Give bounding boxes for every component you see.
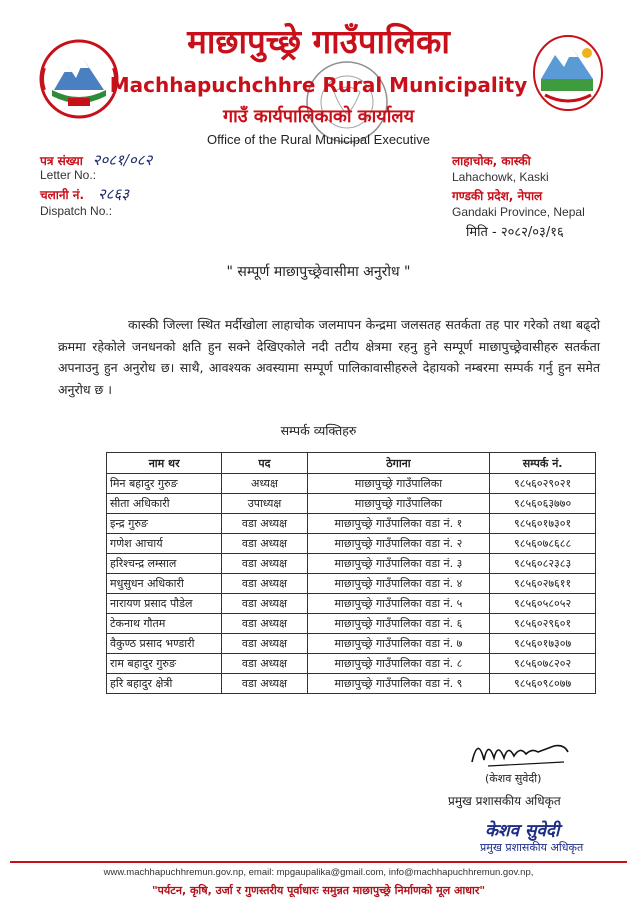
cell-name: गणेश आचार्य [107, 534, 222, 554]
office-name-np: गाउँ कार्यपालिकाको कार्यालय [222, 106, 415, 127]
signatory-title: प्रमुख प्रशासकीय अधिकृत [448, 794, 561, 808]
cell-address: माछापुच्छ्रे गाउँपालिका वडा नं. ४ [307, 574, 490, 594]
cell-address: माछापुच्छ्रे गाउँपालिका वडा नं. ८ [307, 654, 490, 674]
seal-name: केशव सुवेदी [485, 821, 560, 841]
cell-address: माछापुच्छ्रे गाउँपालिका [307, 474, 490, 494]
header-address: ठेगाना [307, 453, 490, 474]
dispatch-value: २८६३ [97, 185, 130, 203]
cell-name: हरि बहादुर क्षेत्री [107, 674, 222, 694]
municipality-name-np: माछापुच्छ्रे गाउँपालिका [187, 22, 450, 61]
cell-position: वडा अध्यक्ष [222, 654, 307, 674]
contacts-table [106, 452, 596, 694]
cell-address: माछापुच्छ्रे गाउँपालिका वडा नं. १ [307, 514, 490, 534]
dispatch-label-np: चलानी नं. [40, 188, 85, 202]
signatory-name: (केशव सुवेदी) [485, 772, 542, 785]
footer-divider [10, 861, 627, 863]
handwritten-signature-icon [468, 732, 578, 772]
cell-position: वडा अध्यक्ष [222, 594, 307, 614]
table-header-row [107, 453, 596, 474]
cell-name: वैकुण्ठ प्रसाद भण्डारी [107, 634, 222, 654]
cell-name: मधुसुधन अधिकारी [107, 574, 222, 594]
notice-body: कास्की जिल्ला स्थित मर्दीखोला लाहाचोक जलमापन केन्द्रमा जलसतह सतर्कता तह पार गरेको तथा बढ्दो क्रममा रहेकोले जनधनको क्षति हुन सक्ने देखिएकोले नदी तटीय क्षेत्रमा रहनु हुने सम्पूर्ण माछापुच्छ्रेवासीहरु सतर्कता अपनाउनु हुन अनुरोध छ। साथै, आवश्यक अवस्यामा सम्पूर्ण पालिकावासीहरुले देहायको नम्बरमा सम्पर्क गर्नु हुन समेत अनुरोध छ । [58, 317, 600, 397]
table-row [107, 654, 596, 674]
header-name: नाम थर [107, 453, 222, 474]
cell-contact: ९८५६०७८२०२ [490, 654, 596, 674]
letter-date: मिति - २०८२/०३/१६ [466, 225, 564, 240]
cell-position: वडा अध्यक्ष [222, 554, 307, 574]
cell-contact: ९८५६०२९०२१ [490, 474, 596, 494]
letter-no-value: २०८१/०८२ [92, 151, 153, 169]
cell-address: माछापुच्छ्रे गाउँपालिका वडा नं. ७ [307, 634, 490, 654]
cell-name: सीता अधिकारी [107, 494, 222, 514]
dispatch-label-en: Dispatch No.: [40, 204, 113, 218]
cell-contact: ९८५६०९८०७७ [490, 674, 596, 694]
cell-address: माछापुच्छ्रे गाउँपालिका [307, 494, 490, 514]
footer-contact: www.machhapuchhremun.gov.np, email: mpgaupalika@gmail.com, info@machhapuchhremun.gov.np, [103, 867, 534, 878]
header-contact: सम्पर्क नं. [490, 453, 596, 474]
header-position: पद [222, 453, 307, 474]
cell-address: माछापुच्छ्रे गाउँपालिका वडा नं. ५ [307, 594, 490, 614]
table-row [107, 594, 596, 614]
cell-position: अध्यक्ष [222, 474, 307, 494]
cell-contact: ९८५६०२९६०१ [490, 614, 596, 634]
cell-name: हरिश्चन्द्र लम्साल [107, 554, 222, 574]
footer-motto: "पर्यटन, कृषि, उर्जा र गुणस्तरीय पूर्वाधारः समुन्नत माछापुच्छ्रे निर्माणको मूल आधार" [151, 884, 486, 897]
cell-position: वडा अध्यक्ष [222, 514, 307, 534]
cell-contact: ९८५६०१७३०१ [490, 514, 596, 534]
table-row [107, 494, 596, 514]
cell-name: मिन बहादुर गुरुङ [107, 474, 222, 494]
cell-contact: ९८५६०१७३०७ [490, 634, 596, 654]
letter-no-label-np: पत्र संख्या [40, 154, 83, 168]
contacts-title: सम्पर्क व्यक्तिहरु [280, 423, 357, 438]
cell-position: वडा अध्यक्ष [222, 574, 307, 594]
cell-name: राम बहादुर गुरुङ [107, 654, 222, 674]
cell-contact: ९८५६०५८०५२ [490, 594, 596, 614]
cell-position: वडा अध्यक्ष [222, 674, 307, 694]
table-row [107, 554, 596, 574]
seal-title: प्रमुख प्रशासकीय अधिकृत [480, 841, 584, 854]
table-row [107, 614, 596, 634]
table-row [107, 534, 596, 554]
cell-position: वडा अध्यक्ष [222, 614, 307, 634]
cell-address: माछापुच्छ्रे गाउँपालिका वडा नं. ६ [307, 614, 490, 634]
cell-name: टेकनाथ गौतम [107, 614, 222, 634]
cell-name: इन्द्र गुरुङ [107, 514, 222, 534]
office-name-en: Office of the Rural Municipal Executive [206, 132, 431, 147]
province-en: Gandaki Province, Nepal [452, 205, 585, 219]
cell-position: वडा अध्यक्ष [222, 634, 307, 654]
table-row [107, 514, 596, 534]
province-np: गण्डकी प्रदेश, नेपाल [452, 189, 543, 203]
table-row [107, 574, 596, 594]
table-row [107, 634, 596, 654]
municipality-name-en: Machhapuchchhre Rural Municipality [109, 73, 528, 97]
cell-contact: ९८५६०६३७७० [490, 494, 596, 514]
place-en: Lahachowk, Kaski [452, 170, 549, 184]
letter-no-row [40, 150, 152, 170]
cell-contact: ९८५६०२७६११ [490, 574, 596, 594]
notice-heading: " सम्पूर्ण माछापुच्छ्रेवासीमा अनुरोध " [226, 264, 411, 280]
cell-address: माछापुच्छ्रे गाउँपालिका वडा नं. ९ [307, 674, 490, 694]
cell-position: वडा अध्यक्ष [222, 534, 307, 554]
cell-address: माछापुच्छ्रे गाउँपालिका वडा नं. ३ [307, 554, 490, 574]
cell-name: नारायण प्रसाद पौडेल [107, 594, 222, 614]
letter-no-label-en: Letter No.: [40, 168, 97, 182]
cell-contact: ९८५६०८२३८३ [490, 554, 596, 574]
place-np: लाहाचोक, कास्की [452, 154, 531, 168]
table-row [107, 474, 596, 494]
cell-position: उपाध्यक्ष [222, 494, 307, 514]
cell-address: माछापुच्छ्रे गाउँपालिका वडा नं. २ [307, 534, 490, 554]
cell-contact: ९८५६०७८६८८ [490, 534, 596, 554]
table-row [107, 674, 596, 694]
dispatch-row [40, 184, 129, 204]
